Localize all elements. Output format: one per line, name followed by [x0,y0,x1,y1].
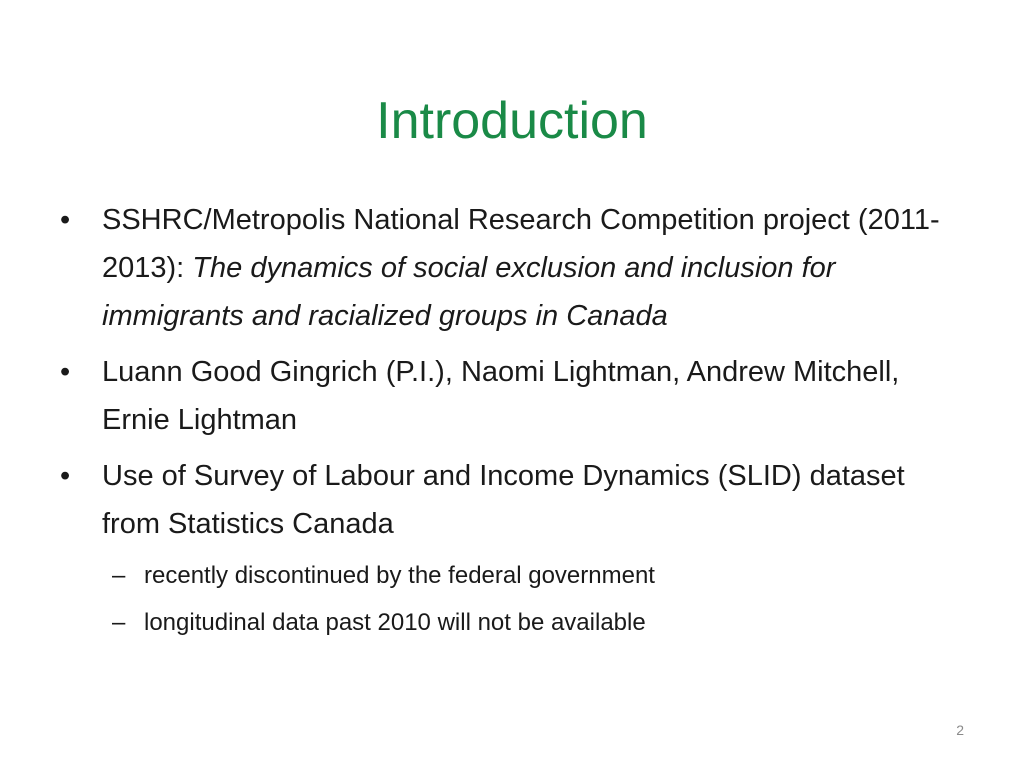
page-number: 2 [956,722,964,738]
bullet-text: Use of Survey of Labour and Income Dynamics (SLID) dataset from Statistics Canada [102,460,905,540]
bullet-text: SSHRC/Metropolis National Research Competition project (2011-2013): [102,204,940,284]
bullet-text: Luann Good Gingrich (P.I.), Naomi Lightman, Andrew Mitchell, Ernie Lightman [102,356,900,436]
bullet-item-dataset [60,452,960,548]
bullet-marker: • [60,460,71,492]
sub-bullet-item [102,603,960,643]
slide-title: Introduction [376,92,648,150]
sub-bullet-text: longitudinal data past 2010 will not be available [144,609,646,636]
sub-bullet-list [102,556,960,643]
bullet-marker: • [60,204,71,236]
bullet-list [60,196,960,650]
sub-bullet-marker: – [112,562,126,589]
bullet-item-project [60,196,960,340]
sub-bullet-text: recently discontinued by the federal government [144,562,655,589]
sub-bullet-marker: – [112,609,126,636]
sub-bullet-item [102,556,960,596]
bullet-item-authors [60,348,960,444]
bullet-marker: • [60,356,71,388]
bullet-italic-text: The dynamics of social exclusion and inclusion for immigrants and racialized groups in Canada [102,252,836,332]
